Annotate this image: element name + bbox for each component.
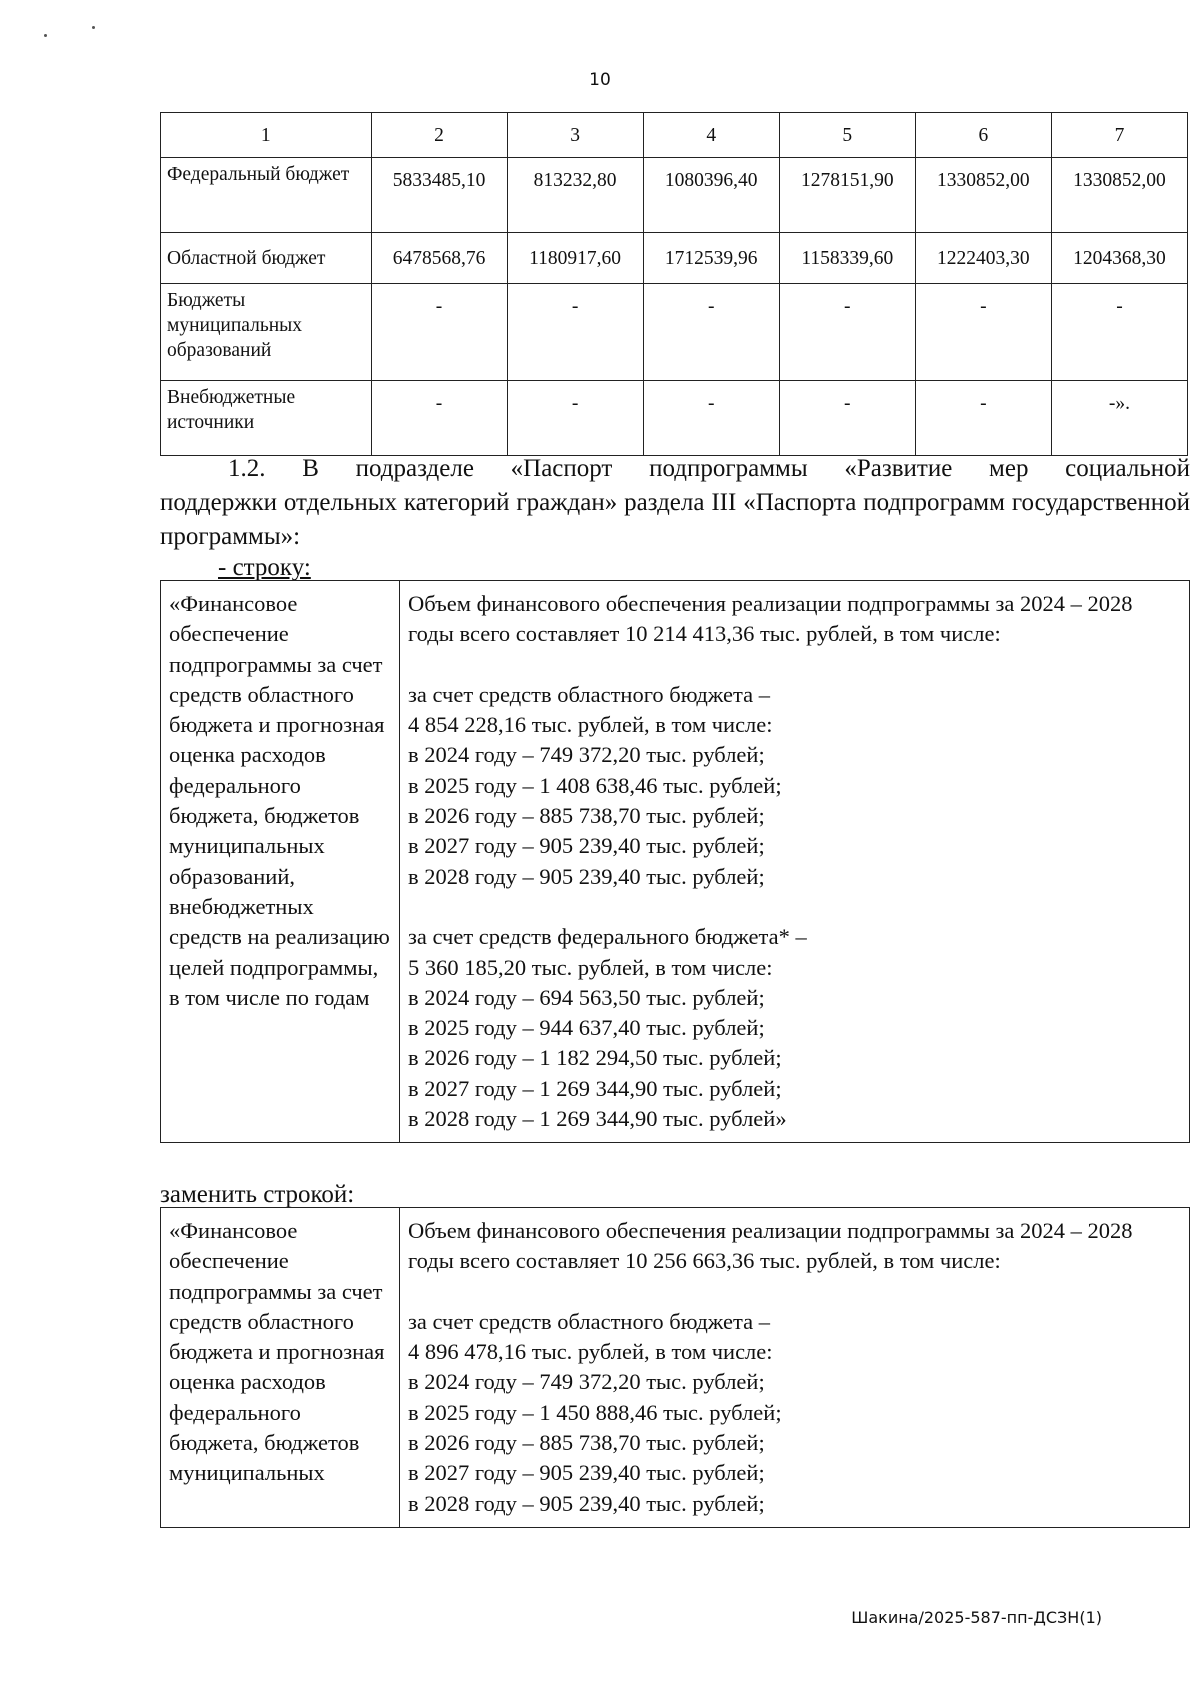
value-cell: -	[371, 381, 507, 456]
regional-year-line: в 2028 году – 905 239,40 тыс. рублей;	[408, 863, 765, 889]
value-cell: -	[915, 381, 1051, 456]
table-row	[161, 1208, 1190, 1528]
value-cell: -	[643, 284, 779, 381]
value-cell: 1330852,00	[915, 158, 1051, 233]
value-cell: 813232,80	[507, 158, 643, 233]
regional-year-line: в 2027 году – 905 239,40 тыс. рублей;	[408, 833, 765, 859]
passport-left-cell: «Финансовое обеспечение подпрограммы за счет средств областного бюджета и прогнозная оценка расходов федерального бюджета, бюджетов муниципальных образований, внебюджетных средств на реализацию целей подпрограммы, в том числе по годам	[161, 581, 400, 1143]
regional-year-line: в 2025 году – 1 408 638,46 тыс. рублей;	[408, 772, 782, 798]
table-row	[161, 581, 1190, 1143]
value-cell: -	[779, 381, 915, 456]
value-cell: 1080396,40	[643, 158, 779, 233]
paragraph-first-line	[160, 452, 1190, 486]
passport-left-cell: «Финансовое обеспечение подпрограммы за счет средств областного бюджета и прогнозная оценка расходов федерального бюджета, бюджетов муниципальных	[161, 1208, 400, 1528]
header-cell: 1	[161, 113, 372, 158]
new-passport-row	[160, 1207, 1190, 1528]
paragraph-line1-text: 1.2. В подразделе «Паспорт подпрограммы «Развитие мер социальной	[228, 455, 1190, 482]
value-cell: 1278151,90	[779, 158, 915, 233]
table-row	[161, 233, 1188, 284]
regional-year-line: в 2026 году – 885 738,70 тыс. рублей;	[408, 803, 765, 829]
value-cell: -».	[1051, 381, 1187, 456]
value-cell: 1330852,00	[1051, 158, 1187, 233]
value-cell: -	[1051, 284, 1187, 381]
table-row	[161, 381, 1188, 456]
value-cell: 5833485,10	[371, 158, 507, 233]
regional-year-line: в 2027 году – 905 239,40 тыс. рублей;	[408, 1460, 765, 1486]
old-passport-row	[160, 580, 1190, 1143]
passport-right-cell	[400, 1208, 1190, 1528]
spacer	[408, 892, 1181, 922]
page-number: 10	[589, 70, 611, 90]
value-cell: -	[643, 381, 779, 456]
table-row	[161, 284, 1188, 381]
row-label: Областной бюджет	[161, 233, 372, 284]
passport-right-cell	[400, 581, 1190, 1143]
header-cell: 7	[1051, 113, 1187, 158]
value-cell: -	[507, 381, 643, 456]
row-label: Внебюджетные источники	[161, 381, 372, 456]
value-cell: 1180917,60	[507, 233, 643, 284]
value-cell: 1222403,30	[915, 233, 1051, 284]
header-cell: 4	[643, 113, 779, 158]
value-cell: 1204368,30	[1051, 233, 1187, 284]
header-cell: 5	[779, 113, 915, 158]
value-cell: -	[915, 284, 1051, 381]
value-cell: -	[507, 284, 643, 381]
federal-head: за счет средств федерального бюджета* –	[408, 924, 807, 950]
passport-intro: Объем финансового обеспечения реализации подпрограммы за 2024 – 2028 годы всего составляет 10 256 663,36 тыс. рублей, в том числе:	[408, 1218, 1133, 1274]
regional-year-line: в 2025 году – 1 450 888,46 тыс. рублей;	[408, 1399, 782, 1425]
regional-head: за счет средств областного бюджета –	[408, 1308, 771, 1334]
scan-speck	[92, 26, 95, 29]
row-label: Федеральный бюджет	[161, 158, 372, 233]
value-cell: 1158339,60	[779, 233, 915, 284]
paragraph-rest: поддержки отдельных категорий граждан» раздела III «Паспорта подпрограмм государственной программы»:	[160, 489, 1190, 550]
value-cell: 6478568,76	[371, 233, 507, 284]
federal-year-line: в 2026 году – 1 182 294,50 тыс. рублей;	[408, 1045, 782, 1071]
budget-table	[160, 112, 1188, 456]
regional-year-line: в 2026 году – 885 738,70 тыс. рублей;	[408, 1430, 765, 1456]
spacer	[408, 650, 1181, 680]
passport-intro: Объем финансового обеспечения реализации подпрограммы за 2024 – 2028 годы всего составляет 10 214 413,36 тыс. рублей, в том числе:	[408, 591, 1133, 647]
amendment-paragraph	[160, 452, 1190, 554]
document-code: Шакина/2025-587-пп-ДСЗН(1)	[851, 1608, 1102, 1627]
federal-year-line: в 2025 году – 944 637,40 тыс. рублей;	[408, 1015, 765, 1041]
header-cell: 3	[507, 113, 643, 158]
table-header-row	[161, 113, 1188, 158]
federal-year-line: в 2027 году – 1 269 344,90 тыс. рублей;	[408, 1075, 782, 1101]
value-cell: -	[779, 284, 915, 381]
federal-year-line: в 2024 году – 694 563,50 тыс. рублей;	[408, 984, 765, 1010]
regional-head: за счет средств областного бюджета –	[408, 681, 771, 707]
regional-year-line: в 2028 году – 905 239,40 тыс. рублей;	[408, 1490, 765, 1516]
value-cell: -	[371, 284, 507, 381]
table-row	[161, 158, 1188, 233]
row-label: Бюджеты муниципальных образований	[161, 284, 372, 381]
regional-total: 4 896 478,16 тыс. рублей, в том числе:	[408, 1339, 773, 1365]
replace-label-caption: заменить строкой:	[160, 1181, 355, 1208]
header-cell: 2	[371, 113, 507, 158]
row-label-caption: - строку:	[218, 554, 311, 581]
regional-year-line: в 2024 году – 749 372,20 тыс. рублей;	[408, 1369, 765, 1395]
federal-year-line: в 2028 году – 1 269 344,90 тыс. рублей»	[408, 1106, 787, 1132]
scan-speck	[44, 34, 47, 37]
header-cell: 6	[915, 113, 1051, 158]
federal-total: 5 360 185,20 тыс. рублей, в том числе:	[408, 954, 773, 980]
value-cell: 1712539,96	[643, 233, 779, 284]
spacer	[408, 1277, 1181, 1307]
regional-total: 4 854 228,16 тыс. рублей, в том числе:	[408, 712, 773, 738]
regional-year-line: в 2024 году – 749 372,20 тыс. рублей;	[408, 742, 765, 768]
